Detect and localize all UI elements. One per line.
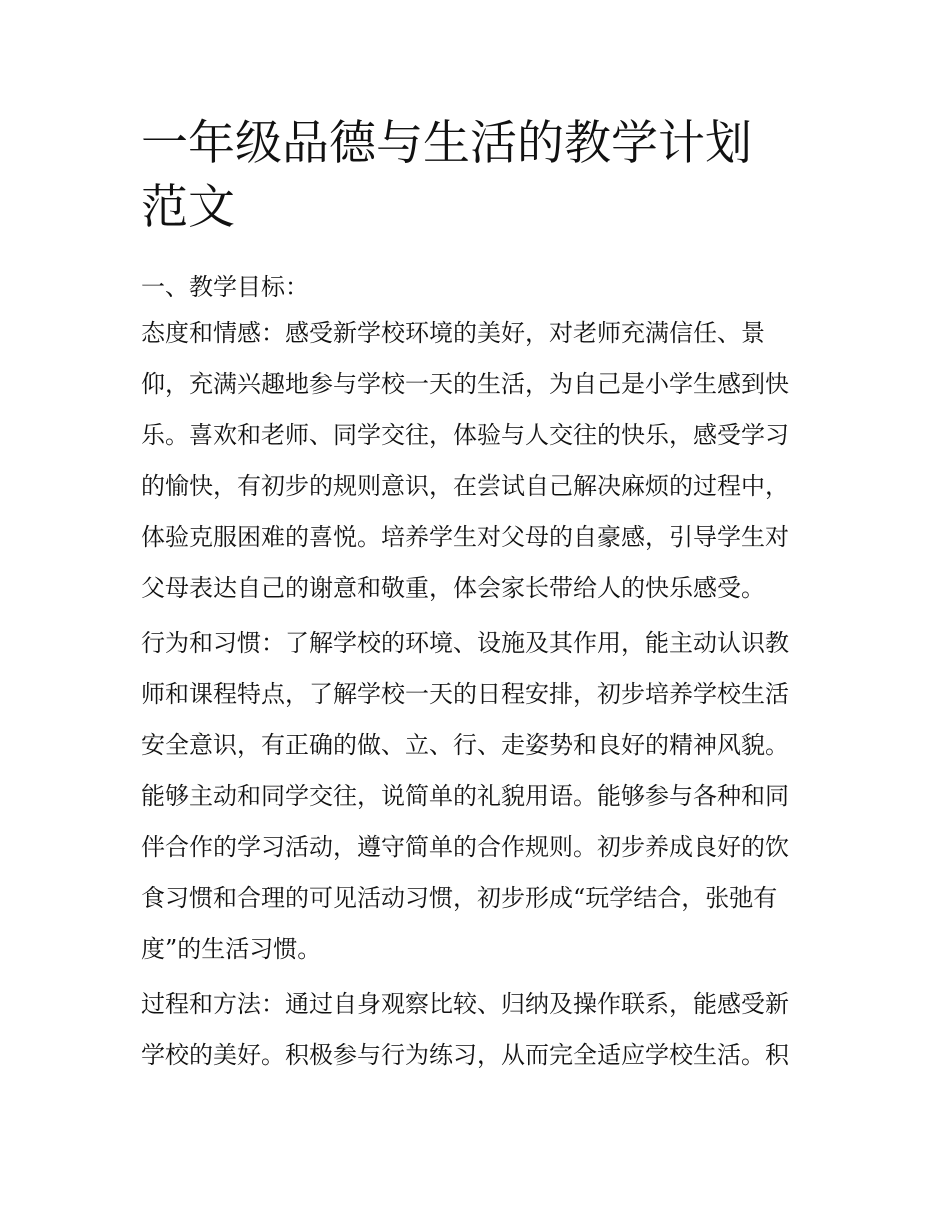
paragraph-line: 学校的美好。积极参与行为练习，从而完全适应学校生活。积 xyxy=(141,1041,789,1069)
title-line: 一年级品德与生活的教学计划 xyxy=(141,116,752,171)
document-content xyxy=(141,112,813,1081)
paragraph-line: 仰，充满兴趣地参与学校一天的生活，为自己是小学生感到快 xyxy=(141,370,789,398)
paragraph-attitude-emotion xyxy=(141,308,813,614)
paragraph-line: 安全意识，有正确的做、立、行、走姿势和良好的精神风貌。 xyxy=(141,731,789,759)
paragraph-line: 伴合作的学习活动，遵守简单的合作规则。初步养成良好的饮 xyxy=(141,833,789,861)
paragraph-behavior-habits xyxy=(141,618,813,975)
paragraph-line: 度”的生活习惯。 xyxy=(141,935,322,963)
paragraph-line: 乐。喜欢和老师、同学交往，体验与人交往的快乐，感受学习 xyxy=(141,421,789,449)
paragraph-line: 食习惯和合理的可见活动习惯，初步形成“玩学结合，张弛有 xyxy=(141,884,778,912)
paragraph-line: 的愉快，有初步的规则意识，在尝试自己解决麻烦的过程中， xyxy=(141,472,789,500)
document-title xyxy=(141,112,813,240)
paragraph-line: 体验克服困难的喜悦。培养学生对父母的自豪感，引导学生对 xyxy=(141,523,789,551)
section-heading: 一、教学目标： xyxy=(141,273,309,301)
paragraph-line: 能够主动和同学交往，说简单的礼貌用语。能够参与各种和同 xyxy=(141,782,789,810)
paragraph-line: 行为和习惯：了解学校的环境、设施及其作用，能主动认识教 xyxy=(141,629,789,657)
paragraph-process-method xyxy=(141,979,813,1081)
paragraph-line: 父母表达自己的谢意和敬重，体会家长带给人的快乐感受。 xyxy=(141,574,765,602)
paragraph-line: 过程和方法：通过自身观察比较、归纳及操作联系，能感受新 xyxy=(141,990,789,1018)
paragraph-line: 态度和情感：感受新学校环境的美好，对老师充满信任、景 xyxy=(141,319,765,347)
title-line: 范文 xyxy=(141,180,235,235)
paragraph-line: 师和课程特点，了解学校一天的日程安排，初步培养学校生活 xyxy=(141,680,789,708)
